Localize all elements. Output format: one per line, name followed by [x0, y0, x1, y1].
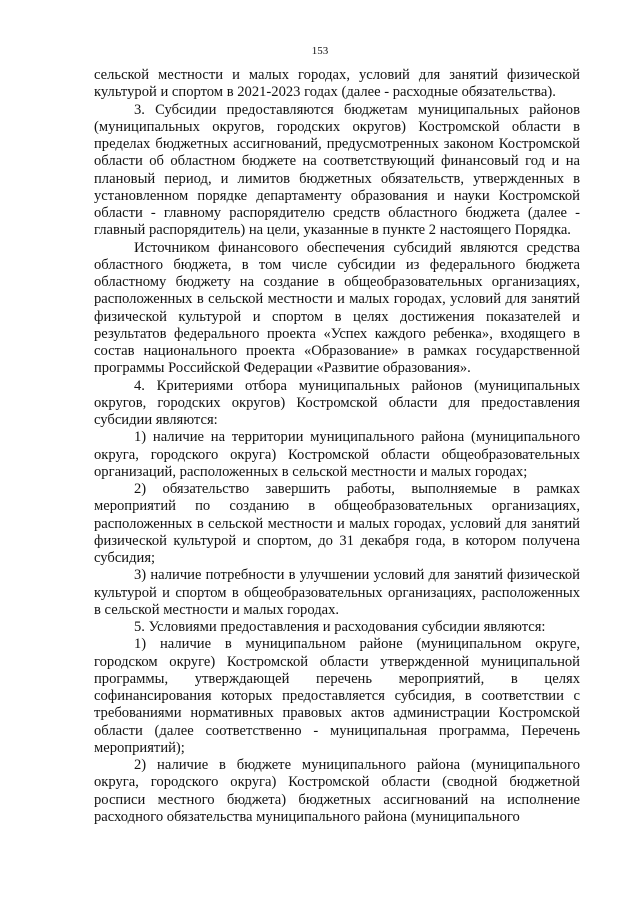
document-body [94, 67, 580, 826]
paragraph-criterion-1: 1) наличие на территории муниципального района (муниципального округа, городского округа) Костромской области общеобразовательных организаций, расположенных в сельской местности и малых городах; [94, 429, 580, 480]
paragraph-clause-3: 3. Субсидии предоставляются бюджетам муниципальных районов (муниципальных округов, городских округов) Костромской области в пределах бюджетных ассигнований, предусмотренных законом Костромской области об областном бюджете на соответствующий финансовый год и на плановый период, и лимитов бюджетных обязательств, утвержденных в установленном порядке департаменту образования и науки Костромской области - главному распорядителю средств областного бюджета (далее - главный распорядитель) на цели, указанные в пункте 2 настоящего Порядка. [94, 101, 580, 239]
paragraph-condition-2: 2) наличие в бюджете муниципального района (муниципального округа, городского округа) Костромской области (сводной бюджетной росписи местного бюджета) бюджетных ассигнований на исполнение расходного обязательства муниципального района (муниципального [94, 757, 580, 825]
paragraph-clause-4: 4. Критериями отбора муниципальных районов (муниципальных округов, городских округов) Костромской области для предоставления субсидии являются: [94, 377, 580, 428]
paragraph-continuation: сельской местности и малых городах, условий для занятий физической культурой и спортом в 2021-2023 годах (далее - расходные обязательства). [94, 67, 580, 101]
paragraph-criterion-3: 3) наличие потребности в улучшении условий для занятий физической культурой и спортом в общеобразовательных организациях, расположенных в сельской местности и малых городах. [94, 567, 580, 618]
paragraph-clause-5: 5. Условиями предоставления и расходования субсидии являются: [134, 619, 546, 635]
paragraph-criterion-2: 2) обязательство завершить работы, выполняемые в рамках мероприятий по созданию в общеобразовательных организациях, расположенных в сельской местности и малых городах, условий для занятий физической культурой и спортом, до 31 декабря года, в котором получена субсидия; [94, 481, 580, 566]
page-number: 153 [311, 45, 329, 57]
paragraph-funding-source: Источником финансового обеспечения субсидий являются средства областного бюджета, в том числе субсидии из федерального бюджета областному бюджету на создание в общеобразовательных организациях, расположенных в сельской местности и малых городах, условий для занятий физической культурой и спортом в целях достижения показателей и результатов федерального проекта «Успех каждого ребенка», входящего в состав национального проекта «Образование» в рамках государственной программы Российской Федерации «Развитие образования». [94, 239, 580, 377]
paragraph-condition-1: 1) наличие в муниципальном районе (муниципальном округе, городском округе) Костромской области утвержденной муниципальной программы, утверждающей перечень мероприятий, в целях софинансирования которых предоставляется субсидия, в соответствии с требованиями нормативных правовых актов администрации Костромской области (далее соответственно - муниципальная программа, Перечень мероприятий); [94, 636, 580, 756]
